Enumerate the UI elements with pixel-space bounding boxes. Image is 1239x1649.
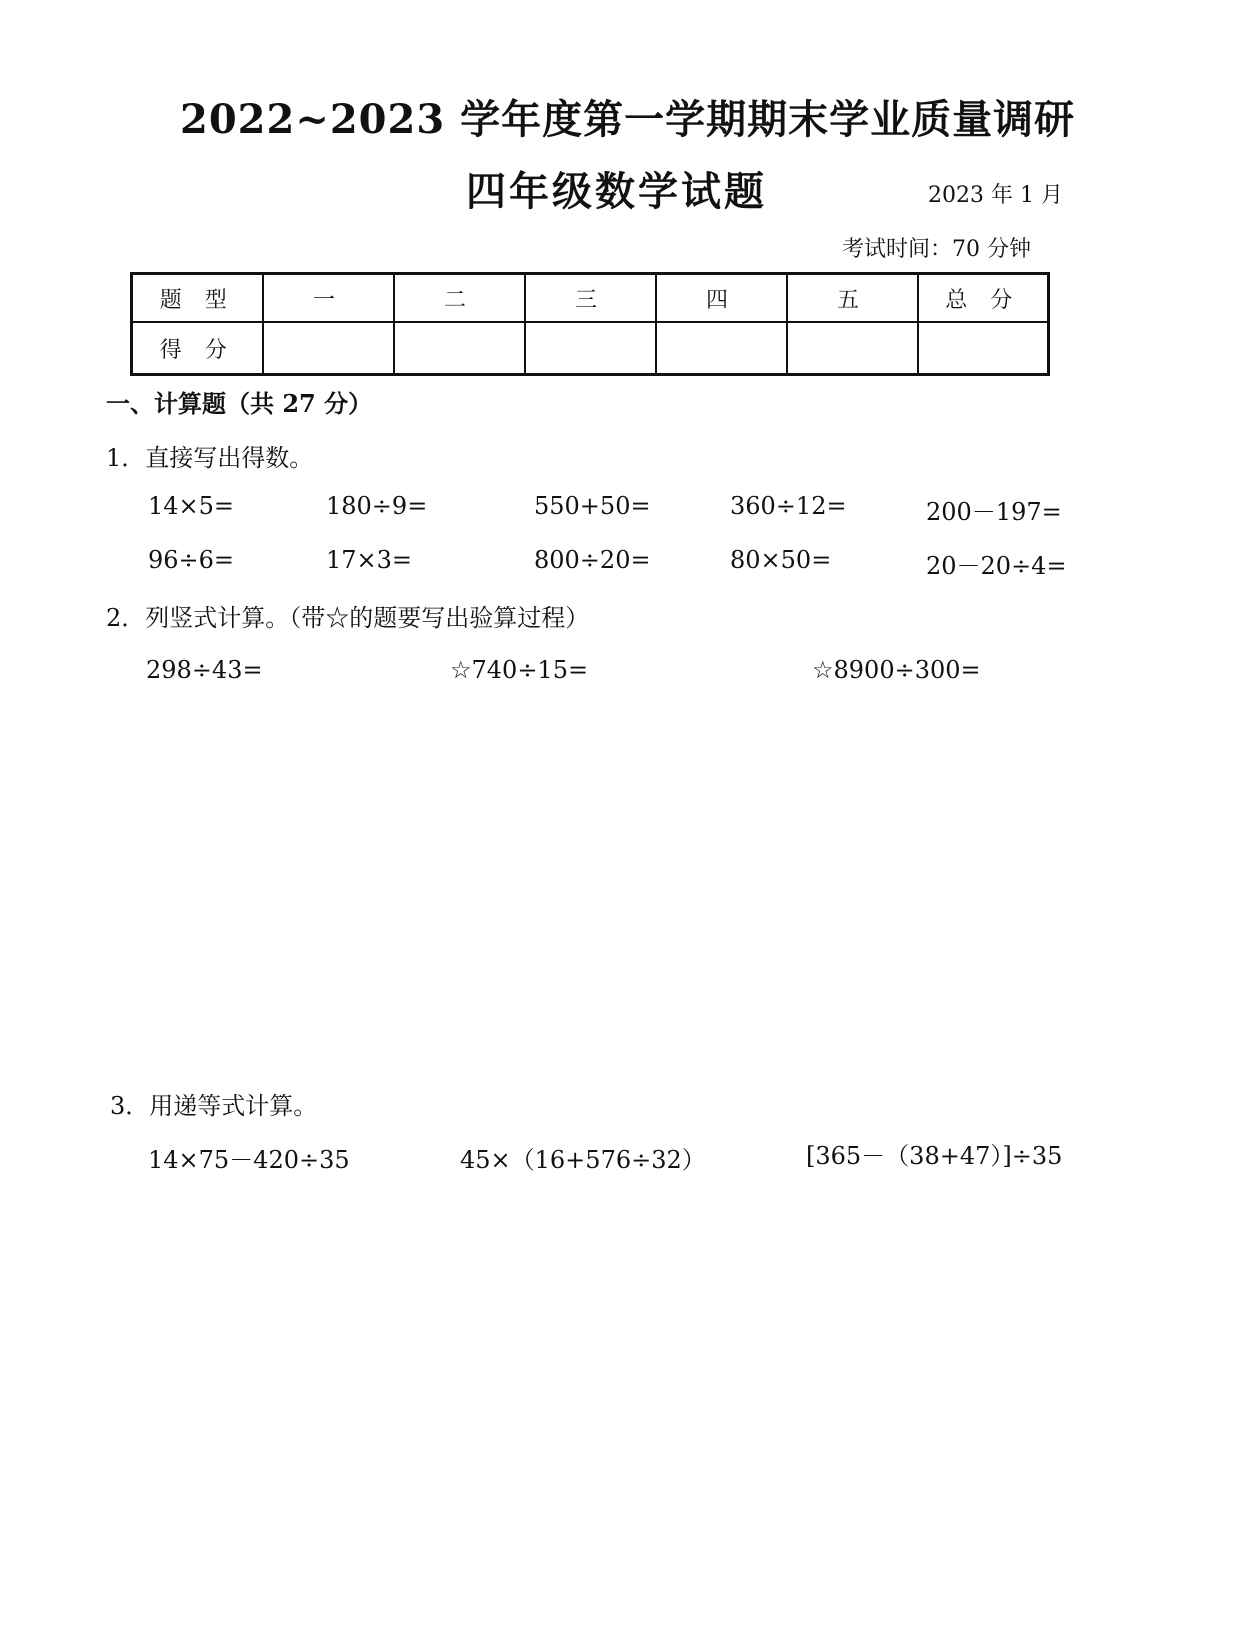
q1-item: 80×50= <box>730 546 832 574</box>
score-table-header-cell: 总 分 <box>918 274 1049 323</box>
score-cell <box>394 322 525 375</box>
q2-item: ☆740÷15= <box>450 656 589 684</box>
score-table-header-row <box>132 274 1049 323</box>
q1-item: 96÷6= <box>148 546 235 574</box>
q1-item: 14×5= <box>148 492 235 520</box>
exam-title: 2022~2023 学年度第一学期期末学业质量调研 <box>180 96 1076 143</box>
q1-item: 180÷9= <box>326 492 428 520</box>
q1-item: 800÷20= <box>534 546 651 574</box>
score-table-header-cell: 题 型 <box>132 274 263 323</box>
question-3-label: 3．用递等式计算。 <box>110 1092 318 1120</box>
score-table-header-cell: 四 <box>656 274 787 323</box>
score-table-header-cell: 五 <box>787 274 918 323</box>
exam-subtitle: 四年级数学试题 <box>466 168 767 215</box>
question-1-label: 1．直接写出得数。 <box>106 444 314 472</box>
score-cell <box>918 322 1049 375</box>
exam-time: 考试时间：70 分钟 <box>842 237 1031 262</box>
q1-item: 20－20÷4= <box>926 552 1067 580</box>
score-table-header-cell: 三 <box>525 274 656 323</box>
score-row-label: 得 分 <box>132 322 263 375</box>
score-cell <box>787 322 918 375</box>
score-table <box>130 272 1050 376</box>
q1-item: 550+50= <box>534 492 651 520</box>
q3-item: 14×75－420÷35 <box>148 1146 350 1174</box>
q3-item: [365－（38+47）]÷35 <box>806 1142 1063 1170</box>
q2-item: 298÷43= <box>146 656 263 684</box>
score-cell <box>525 322 656 375</box>
score-cell <box>263 322 394 375</box>
score-table-header-cell: 一 <box>263 274 394 323</box>
score-table-header-cell: 二 <box>394 274 525 323</box>
score-table-score-row <box>132 322 1049 375</box>
q1-item: 360÷12= <box>730 492 847 520</box>
score-cell <box>656 322 787 375</box>
q1-item: 200－197= <box>926 498 1062 526</box>
q2-item: ☆8900÷300= <box>812 656 981 684</box>
q3-item: 45×（16+576÷32） <box>460 1146 706 1174</box>
q1-item: 17×3= <box>326 546 413 574</box>
section-1-title: 一、计算题（共 27 分） <box>106 389 373 418</box>
question-2-label: 2．列竖式计算。（带☆的题要写出验算过程） <box>106 604 590 632</box>
exam-date: 2023 年 1 月 <box>928 183 1063 208</box>
